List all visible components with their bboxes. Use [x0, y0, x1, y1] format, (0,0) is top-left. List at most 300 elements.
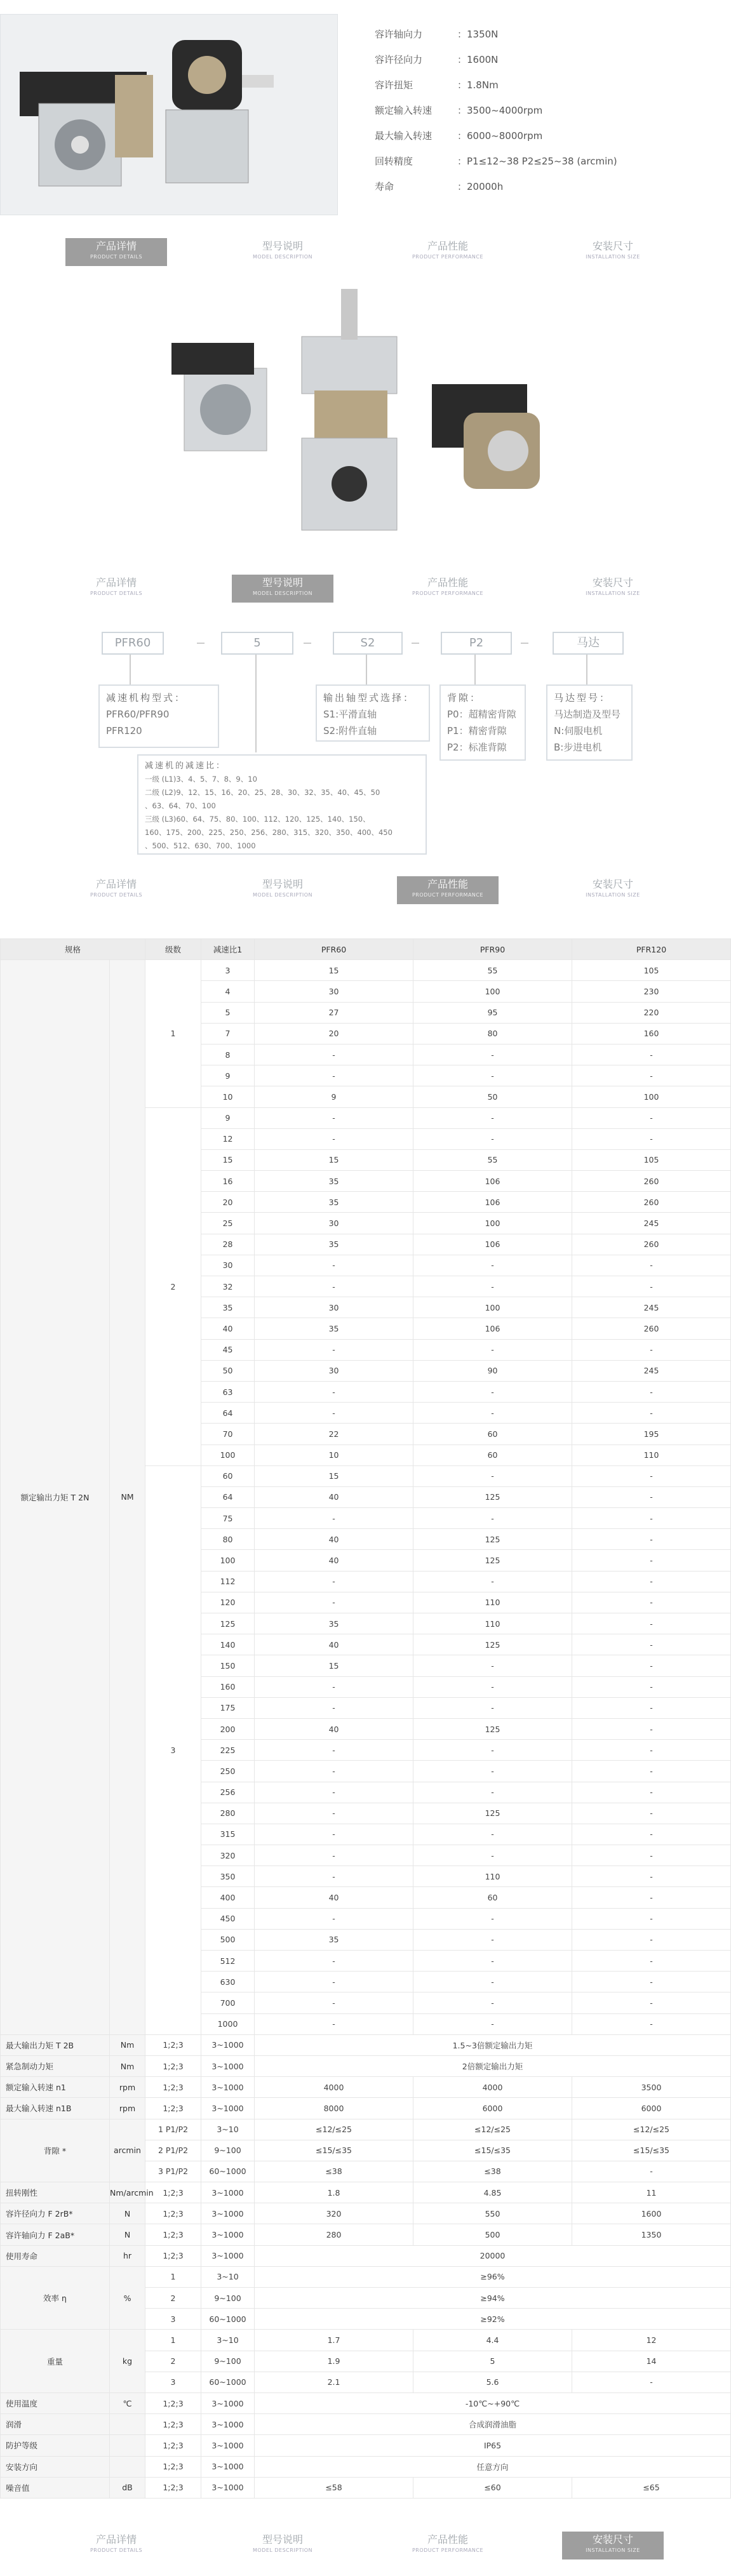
- table-cell: 2: [145, 2351, 201, 2372]
- table-cell: 64: [201, 1486, 255, 1507]
- table-row: [1, 2435, 731, 2456]
- table-cell: 6000: [413, 2098, 572, 2119]
- col-header-pfr120: PFR120: [572, 939, 731, 960]
- table-header-row: [1, 939, 731, 960]
- table-cell: 105: [572, 960, 731, 981]
- table-cell: -: [413, 1065, 572, 1086]
- table-cell: 1.5~3倍额定输出力矩: [255, 2034, 731, 2055]
- row-unit: Nm: [110, 2034, 145, 2055]
- table-cell: 500: [413, 2224, 572, 2245]
- table-cell: -: [572, 1065, 731, 1086]
- table-cell: 106: [413, 1234, 572, 1255]
- table-cell: 245: [572, 1360, 731, 1381]
- table-cell: 5: [201, 1002, 255, 1023]
- table-cell: -: [413, 1740, 572, 1761]
- table-cell: 3~1000: [201, 2098, 255, 2119]
- table-cell: ≥96%: [255, 2266, 731, 2287]
- table-cell: 106: [413, 1192, 572, 1213]
- table-cell: -: [413, 1992, 572, 2013]
- table-cell: ≥94%: [255, 2288, 731, 2309]
- model-code-motor: 马达: [553, 632, 624, 655]
- table-cell: -: [413, 1107, 572, 1128]
- table-cell: -: [413, 1571, 572, 1592]
- table-cell: 3~1000: [201, 2456, 255, 2477]
- model-desc-motor: 马达型号： 马达制造及型号 N:伺服电机 B:步进电机: [546, 684, 633, 761]
- row-label: 润滑: [1, 2414, 110, 2435]
- table-cell: -: [572, 1824, 731, 1845]
- section-nav: [0, 876, 730, 914]
- table-cell: ≤58: [255, 2477, 413, 2498]
- model-code-ratio: 5: [221, 632, 293, 655]
- table-cell: 15: [255, 960, 413, 981]
- row-unit: ℃: [110, 2392, 145, 2413]
- table-cell: 1.8: [255, 2182, 413, 2203]
- table-cell: 70: [201, 1424, 255, 1445]
- stage-cell: 1;2;3: [145, 2034, 201, 2055]
- row-label: 容许径向力 F 2rB*: [1, 2203, 110, 2224]
- table-cell: -: [255, 1866, 413, 1887]
- table-cell: -: [255, 1782, 413, 1803]
- table-cell: 245: [572, 1297, 731, 1318]
- table-cell: 8: [201, 1044, 255, 1065]
- tab-model-description[interactable]: 型号说明 MODEL DESCRIPTION: [252, 2533, 313, 2553]
- row-unit: N: [110, 2224, 145, 2245]
- table-row: [1, 2245, 731, 2266]
- table-cell: 27: [255, 1002, 413, 1023]
- tab-model-description[interactable]: 型号说明 MODEL DESCRIPTION: [252, 878, 313, 898]
- table-cell: 245: [572, 1213, 731, 1234]
- table-cell: -: [255, 1972, 413, 1992]
- table-row: [1, 2224, 731, 2245]
- row-label: 最大输出力矩 T 2B: [1, 2034, 110, 2055]
- table-row: [1, 2414, 731, 2435]
- tab-product-details[interactable]: 产品详情 PRODUCT DETAILS: [65, 238, 167, 266]
- table-cell: 9~100: [201, 2351, 255, 2372]
- table-cell: 15: [255, 1465, 413, 1486]
- table-cell: -: [255, 1339, 413, 1360]
- row-label: 噪音值: [1, 2477, 110, 2498]
- model-desc-backlash: 背隙： P0：超精密背隙 P1：精密背隙 P2：标准背隙: [439, 684, 526, 761]
- table-cell: 16: [201, 1171, 255, 1192]
- model-code-series: PFR60: [102, 632, 164, 655]
- table-cell: 64: [201, 1403, 255, 1424]
- table-cell: 3~1000: [201, 2477, 255, 2498]
- table-cell: 10: [255, 1445, 413, 1465]
- tab-product-details[interactable]: 产品详情 PRODUCT DETAILS: [90, 2533, 143, 2553]
- spec-row: 容许径向力 ：1600N: [375, 54, 499, 65]
- table-cell: 3~1000: [201, 2414, 255, 2435]
- table-cell: IP65: [255, 2435, 731, 2456]
- table-cell: -: [413, 1276, 572, 1297]
- row-label: 安装方向: [1, 2456, 110, 2477]
- table-cell: 80: [413, 1023, 572, 1044]
- tab-product-performance[interactable]: 产品性能 PRODUCT PERFORMANCE: [412, 2533, 484, 2553]
- table-cell: 100: [413, 1213, 572, 1234]
- table-cell: 200: [201, 1718, 255, 1739]
- table-cell: -: [413, 1972, 572, 1992]
- model-desc-shaft: 输出轴型式选择： S1:平滑直轴 S2:附件直轴: [316, 684, 430, 742]
- table-cell: 100: [572, 1086, 731, 1107]
- table-cell: 250: [201, 1761, 255, 1782]
- table-cell: 35: [255, 1234, 413, 1255]
- table-cell: 12: [201, 1128, 255, 1149]
- table-cell: -: [572, 1676, 731, 1697]
- tab-installation-size[interactable]: 安装尺寸 INSTALLATION SIZE: [586, 240, 640, 260]
- table-cell: -: [572, 1592, 731, 1613]
- table-cell: 110: [572, 1445, 731, 1465]
- table-cell: 260: [572, 1234, 731, 1255]
- table-cell: -: [572, 1908, 731, 1929]
- table-cell: 280: [255, 2224, 413, 2245]
- table-cell: 55: [413, 960, 572, 981]
- table-cell: 55: [413, 1149, 572, 1170]
- table-cell: -: [572, 1697, 731, 1718]
- table-cell: 320: [201, 1845, 255, 1866]
- table-cell: ≥92%: [255, 2309, 731, 2330]
- table-cell: 15: [255, 1655, 413, 1676]
- table-cell: 9: [201, 1065, 255, 1086]
- table-cell: -: [572, 1887, 731, 1908]
- table-cell: -: [255, 1761, 413, 1782]
- tab-model-description[interactable]: 型号说明 MODEL DESCRIPTION: [232, 575, 333, 603]
- row-unit: [110, 2435, 145, 2456]
- table-cell: -: [572, 1803, 731, 1824]
- table-cell: 400: [201, 1887, 255, 1908]
- table-cell: 3: [145, 2372, 201, 2392]
- table-row: [1, 2456, 731, 2477]
- table-cell: 700: [201, 1992, 255, 2013]
- table-cell: 3~10: [201, 2330, 255, 2351]
- row-label: 最大输入转速 n1B: [1, 2098, 110, 2119]
- table-cell: 175: [201, 1697, 255, 1718]
- row-unit: [110, 2456, 145, 2477]
- table-cell: -: [255, 1044, 413, 1065]
- table-cell: 260: [572, 1171, 731, 1192]
- table-cell: -: [572, 1718, 731, 1739]
- table-cell: 4.4: [413, 2330, 572, 2351]
- table-cell: 140: [201, 1634, 255, 1655]
- table-cell: 90: [413, 1360, 572, 1381]
- section-nav: [0, 2532, 730, 2570]
- tab-product-performance[interactable]: 产品性能 PRODUCT PERFORMANCE: [412, 577, 484, 596]
- table-cell: -: [413, 1465, 572, 1486]
- table-cell: 3~1000: [201, 2245, 255, 2266]
- table-cell: -: [572, 2013, 731, 2034]
- table-cell: 100: [201, 1445, 255, 1465]
- table-cell: 125: [413, 1634, 572, 1655]
- table-cell: 512: [201, 1951, 255, 1972]
- row-unit: kg: [110, 2330, 145, 2393]
- table-cell: 125: [413, 1550, 572, 1571]
- table-cell: 3~10: [201, 2266, 255, 2287]
- table-cell: 35: [255, 1318, 413, 1339]
- table-cell: 100: [413, 1297, 572, 1318]
- table-cell: 合成润滑油脂: [255, 2414, 731, 2435]
- row-label: 使用寿命: [1, 2245, 110, 2266]
- table-cell: -: [572, 2372, 731, 2392]
- table-cell: -: [413, 1128, 572, 1149]
- table-cell: -: [413, 1761, 572, 1782]
- row-unit: hr: [110, 2245, 145, 2266]
- stage-cell: 1;2;3: [145, 2435, 201, 2456]
- table-cell: 50: [413, 1086, 572, 1107]
- table-cell: 35: [201, 1297, 255, 1318]
- row-label: 使用温度: [1, 2392, 110, 2413]
- table-cell: 60: [413, 1887, 572, 1908]
- spec-row: 容许扭矩 ：1.8Nm: [375, 79, 499, 91]
- spec-row: 额定输入转速 ：3500~4000rpm: [375, 105, 543, 116]
- col-header-spec: 规格: [1, 939, 145, 960]
- table-cell: 256: [201, 1782, 255, 1803]
- connector-lines: [0, 0, 730, 762]
- table-cell: 225: [201, 1740, 255, 1761]
- table-cell: -: [413, 1403, 572, 1424]
- table-cell: -: [572, 1403, 731, 1424]
- table-cell: ≤38: [255, 2161, 413, 2182]
- table-cell: 15: [201, 1149, 255, 1170]
- table-cell: -: [255, 1951, 413, 1972]
- table-cell: 4000: [255, 2077, 413, 2098]
- table-cell: 15: [255, 1149, 413, 1170]
- table-row: [1, 2098, 731, 2119]
- table-cell: 120: [201, 1592, 255, 1613]
- stage-cell: 1;2;3: [145, 2224, 201, 2245]
- stage-cell: 1;2;3: [145, 2055, 201, 2076]
- table-cell: -: [255, 1740, 413, 1761]
- table-cell: -: [255, 1824, 413, 1845]
- table-cell: 80: [201, 1529, 255, 1550]
- table-cell: 125: [413, 1529, 572, 1550]
- table-cell: -: [413, 1845, 572, 1866]
- row-label: 重量: [1, 2330, 110, 2393]
- table-cell: -: [572, 1761, 731, 1782]
- table-cell: -: [572, 1276, 731, 1297]
- table-cell: 105: [572, 1149, 731, 1170]
- table-cell: 230: [572, 981, 731, 1002]
- table-cell: -10℃~+90℃: [255, 2392, 731, 2413]
- table-cell: 350: [201, 1866, 255, 1887]
- col-header-pfr60: PFR60: [255, 939, 413, 960]
- table-cell: 3~10: [201, 2119, 255, 2140]
- table-cell: -: [572, 1550, 731, 1571]
- col-header-ratio: 减速比1: [201, 939, 255, 960]
- table-cell: -: [572, 1465, 731, 1486]
- row-unit: Nm: [110, 2055, 145, 2076]
- table-row: [1, 2203, 731, 2224]
- tab-product-details[interactable]: 产品详情 PRODUCT DETAILS: [90, 577, 143, 596]
- table-cell: 2.1: [255, 2372, 413, 2392]
- table-cell: 20: [201, 1192, 255, 1213]
- row-label: 额定输入转速 n1: [1, 2077, 110, 2098]
- table-cell: -: [413, 1655, 572, 1676]
- table-cell: 22: [255, 1424, 413, 1445]
- table-cell: ≤12/≤25: [572, 2119, 731, 2140]
- table-cell: 30: [255, 981, 413, 1002]
- table-cell: ≤60: [413, 2477, 572, 2498]
- table-cell: 3~1000: [201, 2392, 255, 2413]
- table-cell: 1350: [572, 2224, 731, 2245]
- table-cell: -: [572, 1128, 731, 1149]
- table-cell: -: [413, 1339, 572, 1360]
- table-cell: -: [413, 1676, 572, 1697]
- tab-product-performance[interactable]: 产品性能 PRODUCT PERFORMANCE: [412, 240, 484, 260]
- table-cell: -: [572, 1845, 731, 1866]
- table-cell: 112: [201, 1571, 255, 1592]
- table-row: [1, 960, 731, 981]
- table-cell: 40: [255, 1529, 413, 1550]
- table-cell: 2: [145, 2288, 201, 2309]
- row-unit: rpm: [110, 2077, 145, 2098]
- table-cell: 50: [201, 1360, 255, 1381]
- row-label: 扭转刚性: [1, 2182, 110, 2203]
- table-cell: -: [572, 1529, 731, 1550]
- table-cell: -: [413, 1782, 572, 1803]
- table-cell: -: [255, 1908, 413, 1929]
- row-unit: dB: [110, 2477, 145, 2498]
- table-cell: -: [413, 1908, 572, 1929]
- table-row: [1, 2392, 731, 2413]
- table-cell: 550: [413, 2203, 572, 2224]
- table-cell: 35: [255, 1192, 413, 1213]
- table-cell: -: [413, 1824, 572, 1845]
- table-cell: 315: [201, 1824, 255, 1845]
- table-cell: 3~1000: [201, 2203, 255, 2224]
- tab-installation-size[interactable]: 安装尺寸 INSTALLATION SIZE: [562, 2532, 664, 2559]
- table-cell: -: [572, 1044, 731, 1065]
- table-cell: -: [572, 1486, 731, 1507]
- table-cell: 95: [413, 1002, 572, 1023]
- table-cell: -: [572, 1992, 731, 2013]
- table-cell: -: [572, 1107, 731, 1128]
- table-cell: 3~1000: [201, 2077, 255, 2098]
- table-cell: -: [255, 1571, 413, 1592]
- table-row: [1, 2477, 731, 2498]
- table-cell: -: [413, 1951, 572, 1972]
- table-cell: 3: [145, 2309, 201, 2330]
- table-cell: -: [255, 1381, 413, 1402]
- table-cell: 9: [201, 1107, 255, 1128]
- table-cell: -: [572, 1740, 731, 1761]
- spec-row: 容许轴向力 ：1350N: [375, 29, 499, 40]
- stage-cell: 1;2;3: [145, 2098, 201, 2119]
- table-cell: 106: [413, 1318, 572, 1339]
- tab-model-description[interactable]: 型号说明 MODEL DESCRIPTION: [252, 240, 313, 260]
- table-cell: 160: [572, 1023, 731, 1044]
- row-label: 效率 η: [1, 2266, 110, 2330]
- row-label: 防护等级: [1, 2435, 110, 2456]
- table-cell: 35: [255, 1929, 413, 1950]
- tab-installation-size[interactable]: 安装尺寸 INSTALLATION SIZE: [586, 878, 640, 898]
- table-cell: 6000: [572, 2098, 731, 2119]
- table-cell: 3~1000: [201, 2034, 255, 2055]
- model-desc-series: 减速机构型式： PFR60/PFR90 PFR120: [98, 684, 219, 748]
- table-cell: 260: [572, 1192, 731, 1213]
- table-cell: -: [255, 1845, 413, 1866]
- table-cell: 100: [201, 1550, 255, 1571]
- tab-product-performance[interactable]: 产品性能 PRODUCT PERFORMANCE: [397, 876, 499, 904]
- model-code-backlash: P2: [441, 632, 512, 655]
- table-cell: 9: [255, 1086, 413, 1107]
- table-cell: 7: [201, 1023, 255, 1044]
- row-unit: arcmin: [110, 2119, 145, 2182]
- table-cell: 60: [413, 1424, 572, 1445]
- table-cell: -: [572, 1634, 731, 1655]
- table-cell: 110: [413, 1866, 572, 1887]
- table-cell: -: [413, 1255, 572, 1276]
- table-cell: ≤12/≤25: [255, 2119, 413, 2140]
- table-cell: -: [255, 1508, 413, 1529]
- table-cell: 3 P1/P2: [145, 2161, 201, 2182]
- table-cell: 60: [201, 1465, 255, 1486]
- stage-cell: 1;2;3: [145, 2456, 201, 2477]
- table-cell: 280: [201, 1803, 255, 1824]
- table-row: [1, 2055, 731, 2076]
- table-cell: 500: [201, 1929, 255, 1950]
- table-cell: -: [255, 1128, 413, 1149]
- table-cell: 20000: [255, 2245, 731, 2266]
- tab-product-details[interactable]: 产品详情 PRODUCT DETAILS: [90, 878, 143, 898]
- table-cell: 1.9: [255, 2351, 413, 2372]
- stage-cell: 1;2;3: [145, 2477, 201, 2498]
- row-label: 背隙 *: [1, 2119, 110, 2182]
- table-cell: -: [413, 1929, 572, 1950]
- table-cell: 35: [255, 1171, 413, 1192]
- row-label: 额定输出力矩 T 2N: [1, 960, 110, 2035]
- table-cell: 2倍额定输出力矩: [255, 2055, 731, 2076]
- stage-cell: 1;2;3: [145, 2414, 201, 2435]
- table-cell: 35: [255, 1613, 413, 1634]
- tab-installation-size[interactable]: 安装尺寸 INSTALLATION SIZE: [586, 577, 640, 596]
- table-cell: -: [572, 1782, 731, 1803]
- stage-cell: 3: [145, 1465, 201, 2034]
- stage-cell: 1;2;3: [145, 2077, 201, 2098]
- table-cell: ≤15/≤35: [572, 2140, 731, 2161]
- table-cell: ≤15/≤35: [413, 2140, 572, 2161]
- table-cell: ≤15/≤35: [255, 2140, 413, 2161]
- table-row: [1, 2182, 731, 2203]
- table-cell: 9~100: [201, 2288, 255, 2309]
- table-row: [1, 2119, 731, 2140]
- table-cell: 60~1000: [201, 2309, 255, 2330]
- table-cell: 63: [201, 1381, 255, 1402]
- row-label: 容许轴向力 F 2aB*: [1, 2224, 110, 2245]
- table-cell: 100: [413, 981, 572, 1002]
- table-cell: 10: [201, 1086, 255, 1107]
- table-cell: -: [413, 1508, 572, 1529]
- table-cell: 4.85: [413, 2182, 572, 2203]
- table-cell: 125: [201, 1613, 255, 1634]
- table-cell: 125: [413, 1803, 572, 1824]
- table-cell: 30: [255, 1360, 413, 1381]
- table-cell: 3500: [572, 2077, 731, 2098]
- row-label: 紧急制动力矩: [1, 2055, 110, 2076]
- col-header-stage: 级数: [145, 939, 201, 960]
- table-row: [1, 2077, 731, 2098]
- table-cell: 1: [145, 2266, 201, 2287]
- table-cell: 110: [413, 1592, 572, 1613]
- table-cell: 30: [201, 1255, 255, 1276]
- row-unit: rpm: [110, 2098, 145, 2119]
- table-cell: 3~1000: [201, 2055, 255, 2076]
- table-cell: 14: [572, 2351, 731, 2372]
- table-cell: -: [572, 1929, 731, 1950]
- table-cell: 260: [572, 1318, 731, 1339]
- stage-cell: 1: [145, 960, 201, 1107]
- row-unit: NM: [110, 960, 145, 2035]
- table-cell: 160: [201, 1676, 255, 1697]
- table-cell: 30: [255, 1213, 413, 1234]
- table-row: [1, 2034, 731, 2055]
